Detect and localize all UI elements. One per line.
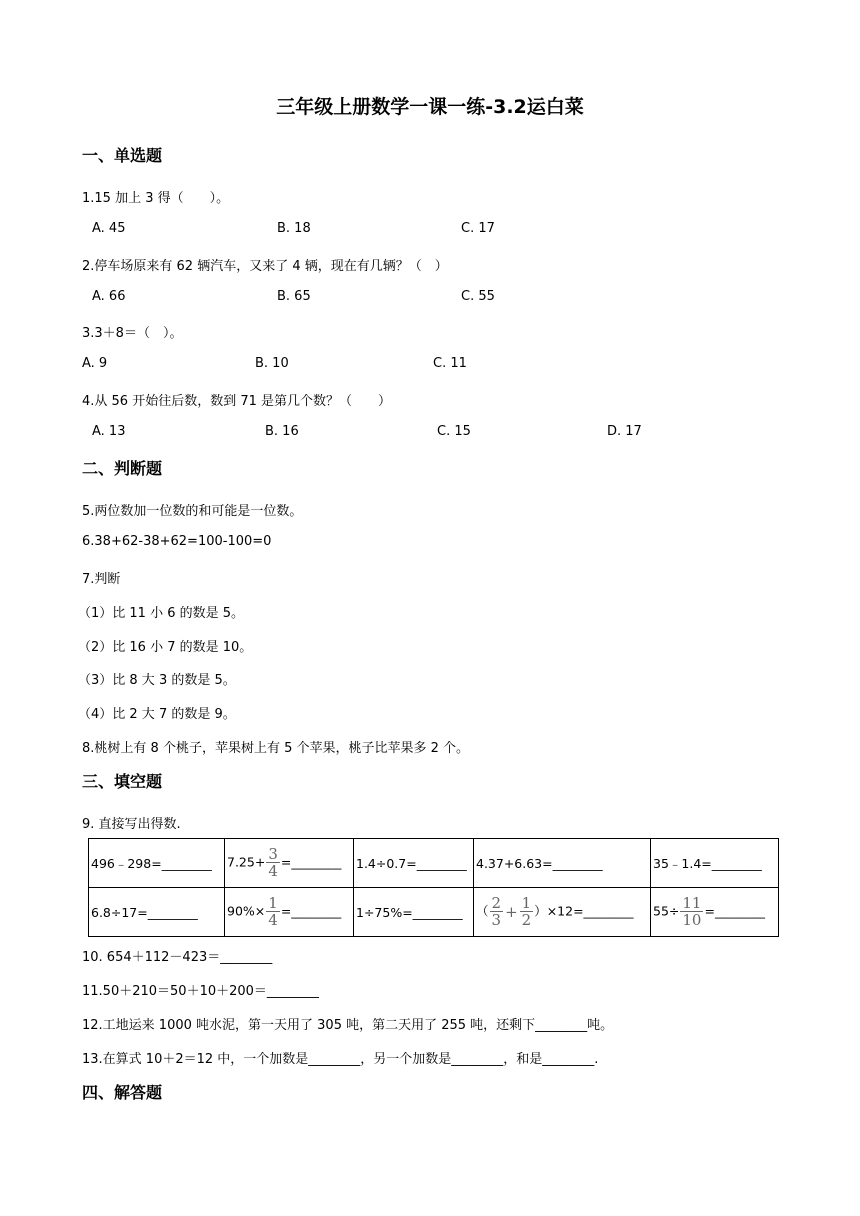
section-heading-fill-blank: 三、填空题 — [82, 772, 163, 791]
question-3-options — [0, 356, 860, 374]
option-d: D. 17 — [607, 424, 642, 439]
cell-text: （ — [476, 903, 489, 919]
denominator: 4 — [268, 862, 278, 880]
numerator: 1 — [268, 894, 278, 912]
table-row — [89, 839, 779, 888]
table-cell: 496﹣298=________ — [89, 839, 225, 888]
section-heading-single-choice: 一、单选题 — [82, 146, 163, 165]
option-c: C. 15 — [437, 424, 471, 439]
numerator: 3 — [268, 845, 278, 863]
cell-text: 7.25+ — [227, 854, 266, 870]
table-cell — [651, 888, 779, 937]
question-1-options — [0, 221, 860, 239]
question-3: 3.3＋8＝（ ）。 — [82, 326, 183, 341]
option-c: C. 11 — [433, 356, 467, 371]
question-8: 8.桃树上有 8 个桃子，苹果树上有 5 个苹果，桃子比苹果多 2 个。 — [82, 741, 470, 756]
option-c: C. 55 — [461, 289, 495, 304]
option-b: B. 65 — [277, 289, 311, 304]
cell-text: ）×12=________ — [534, 903, 634, 919]
question-5: 5.两位数加一位数的和可能是一位数。 — [82, 504, 303, 519]
question-7-part-3: （3）比 8 大 3 的数是 5。 — [78, 673, 236, 688]
question-13: 13.在算式 10＋2＝12 中，一个加数是________，另一个加数是________，和是________. — [82, 1052, 599, 1067]
question-11: 11.50＋210＝50＋10＋200＝________ — [82, 984, 319, 999]
question-1: 1.15 加上 3 得（ ）。 — [82, 191, 230, 206]
cell-text: =________ — [280, 903, 342, 919]
table-cell: 1.4÷0.7=________ — [354, 839, 474, 888]
fraction — [680, 896, 703, 928]
question-9: 9. 直接写出得数. — [82, 817, 181, 832]
option-a: A. 9 — [82, 356, 108, 371]
denominator: 10 — [682, 911, 702, 929]
numerator: 1 — [521, 894, 532, 912]
mental-math-table — [88, 838, 779, 937]
question-2: 2.停车场原来有 62 辆汽车，又来了 4 辆，现在有几辆？（ ） — [82, 259, 448, 274]
table-cell: 6.8÷17=________ — [89, 888, 225, 937]
question-4: 4.从 56 开始往后数，数到 71 是第几个数？（ ） — [82, 394, 392, 409]
section-heading-true-false: 二、判断题 — [82, 459, 163, 478]
page-title: 三年级上册数学一课一练-3.2运白菜 — [276, 96, 584, 118]
question-4-options — [0, 424, 860, 442]
table-row — [89, 888, 779, 937]
option-b: B. 18 — [277, 221, 311, 236]
numerator: 2 — [491, 894, 502, 912]
question-12: 12.工地运来 1000 吨水泥，第一天用了 305 吨，第二天用了 255 吨，还剩下________吨。 — [82, 1018, 614, 1033]
fraction — [266, 896, 280, 928]
table-cell: 4.37+6.63=________ — [474, 839, 651, 888]
cell-text: 55÷ — [653, 903, 680, 919]
denominator: 4 — [268, 911, 278, 929]
question-7-part-4: （4）比 2 大 7 的数是 9。 — [78, 707, 236, 722]
question-2-options — [0, 289, 860, 307]
question-10: 10. 654＋112－423＝________ — [82, 950, 273, 965]
question-6: 6.38+62-38+62=100-100=0 — [82, 534, 272, 549]
numerator: 11 — [682, 894, 702, 912]
table-cell: 35﹣1.4=________ — [651, 839, 779, 888]
table-cell — [474, 888, 651, 937]
question-7: 7.判断 — [82, 572, 121, 587]
fraction — [490, 896, 504, 928]
cell-text: =________ — [280, 854, 342, 870]
denominator: 3 — [491, 911, 502, 929]
table-cell — [225, 888, 354, 937]
cell-text: =________ — [704, 903, 765, 919]
cell-text: 90%× — [227, 903, 266, 919]
plus-sign: + — [505, 902, 518, 921]
fraction — [266, 847, 280, 879]
table-cell — [225, 839, 354, 888]
option-b: B. 16 — [265, 424, 299, 439]
denominator: 2 — [521, 911, 532, 929]
table-cell: 1÷75%=________ — [354, 888, 474, 937]
option-a: A. 13 — [92, 424, 126, 439]
question-7-part-2: （2）比 16 小 7 的数是 10。 — [78, 640, 253, 655]
option-a: A. 45 — [92, 221, 126, 236]
option-a: A. 66 — [92, 289, 126, 304]
option-b: B. 10 — [255, 356, 289, 371]
section-heading-word-problems: 四、解答题 — [82, 1083, 163, 1102]
option-c: C. 17 — [461, 221, 495, 236]
question-7-part-1: （1）比 11 小 6 的数是 5。 — [78, 606, 245, 621]
fraction — [520, 896, 534, 928]
